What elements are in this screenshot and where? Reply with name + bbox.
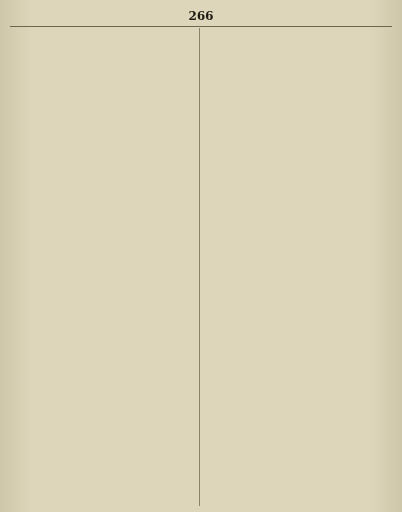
left-column	[8, 30, 193, 506]
column-divider	[199, 28, 200, 506]
right-column	[208, 30, 393, 506]
page-number: 266	[188, 9, 214, 23]
header-rule	[10, 26, 392, 27]
